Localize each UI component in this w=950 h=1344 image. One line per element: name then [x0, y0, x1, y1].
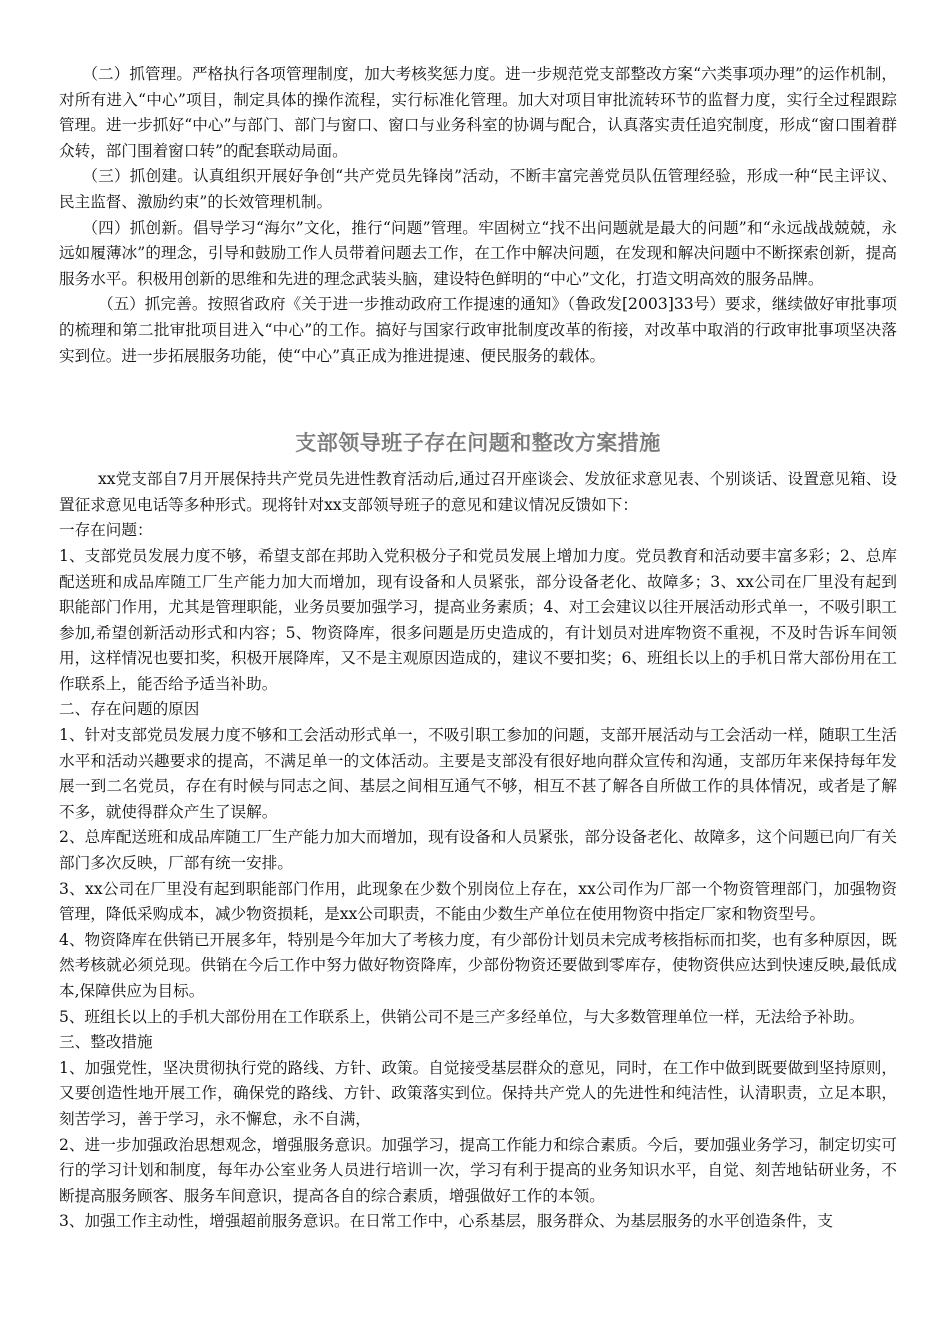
cause-item-3: 3、xx公司在厂里没有起到职能部门作用，此现象在少数个别岗位上存在，xx公司作为厂部一个物资管理部门，加强物资管理，降低采购成本，减少物资损耗，是xx公司职责，不能由少数生产单位在使用物资中指定厂家和物资型号。: [59, 879, 897, 924]
cause-item-1: 1、针对支部党员发展力度不够和工会活动形式单一，不吸引职工参加的问题，支部开展活动与工会活动一样，随职工生活水平和活动兴趣要求的提高，不满足单一的文体活动。主要是支部没有很好地向群众宣传和沟通，支部历年来保持每年发展一到二名党员，存在有时候与同志之间、基层之间相互通气不够，相互不甚了解各自所做工作的具体情况，或者是了解不多，就使得群众产生了误解。: [59, 726, 897, 821]
measure-item-2: 2、进一步加强政治思想观念，增强服务意识。加强学习，提高工作能力和综合素质。今后，要加强业务学习，制定切实可行的学习计划和制度，每年办公室业务人员进行培训一次，学习有利于提高的业务知识水平，自觉、刻苦地钻研业务，不断提高服务顾客、服务车间意识，提高各自的综合素质，增强做好工作的本领。: [59, 1135, 897, 1205]
intro-paragraph: xx党支部自7月开展保持共产党员先进性教育活动后,通过召开座谈会、发放征求意见表、个别谈话、设置意见箱、设置征求意见电话等多种形式。现将针对xx支部领导班子的意见和建议情况反馈如下：: [59, 470, 897, 514]
paragraph-create: （三）抓创建。认真组织开展好争创“共产党员先锋岗”活动，不断丰富完善党员队伍管理经验，形成一种“民主评议、民主监督、激励约束”的长效管理机制。: [59, 167, 897, 211]
document-title: 支部领导班子存在问题和整改方案措施: [295, 431, 661, 456]
heading-measures: 三、整改措施: [59, 1033, 153, 1052]
cause-item-2: 2、总库配送班和成品库随工厂生产能力加大而增加，现有设备和人员紧张，部分设备老化、故障多，这个问题已向厂有关部门多次反映，厂部有统一安排。: [59, 828, 897, 873]
problems-paragraph: 1、支部党员发展力度不够，希望支部在邦助入党积极分子和党员发展上增加力度。党员教育和活动要丰富多彩；2、总库配送班和成品库随工厂生产能力加大而增加，现有设备和人员紧张，部分设备老化、故障多；3、xx公司在厂里没有起到职能部门作用，尤其是管理职能，业务员要加强学习，提高业务素质；4、对工会建议以往开展活动形式单一，不吸引职工参加,希望创新活动形式和内容；5、物资降库，很多问题是历史造成的，有计划员对进库物资不重视，不及时告诉车间领用，这样情况也要扣奖，积极开展降库，又不是主观原因造成的，建议不要扣奖；6、班组长以上的手机日常大部份用在工作联系上，能否给予适当补助。: [59, 546, 897, 693]
cause-item-4: 4、物资降库在供销已开展多年，特别是今年加大了考核力度，有少部份计划员未完成考核指标而扣奖，也有多种原因，既然考核就必须兑现。供销在今后工作中努力做好物资降库，少部份物资还要做到零库存，使物资供应达到快速反映,最低成本,保障供应为目标。: [59, 930, 897, 1000]
paragraph-manage: （二）抓管理。严格执行各项管理制度，加大考核奖惩力度。进一步规范党支部整改方案“六类事项办理”的运作机制，对所有进入“中心”项目，制定具体的操作流程，实行标准化管理。加大对项目审批流转环节的监督力度，实行全过程跟踪管理。进一步抓好“中心”与部门、部门与窗口、窗口与业务科室的协调与配合，认真落实责任追究制度，形成“窗口围着群众转，部门围着窗口转”的配套联动局面。: [59, 65, 897, 160]
measure-item-3: 3、加强工作主动性，增强超前服务意识。在日常工作中，心系基层，服务群众、为基层服务的水平创造条件，支: [59, 1212, 834, 1231]
heading-problems: 一存在问题：: [59, 521, 153, 540]
section-gap: [59, 369, 897, 415]
paragraph-innovate: （四）抓创新。倡导学习“海尔”文化，推行“问题”管理。牢固树立“找不出问题就是最大的问题”和“永远战战兢兢，永远如履薄冰”的理念，引导和鼓励工作人员带着问题去工作，在工作中解决问题，在发现和解决问题中不断探索创新，提高服务水平。积极用创新的思维和先进的理念武装头脑，建设特色鲜明的“中心”文化，打造文明高效的服务品牌。: [59, 218, 897, 288]
measure-item-1: 1、加强党性，坚决贯彻执行党的路线、方针、政策。自觉接受基层群众的意见，同时，在工作中做到既要做到坚持原则，又要创造性地开展工作，确保党的路线、方针、政策落实到位。保持共产党人的先进性和纯洁性，认清职责，立足本职，刻苦学习，善于学习，永不懈怠，永不自满，: [59, 1058, 897, 1128]
heading-causes: 二、存在问题的原因: [59, 700, 200, 719]
cause-item-5: 5、班组长以上的手机大部份用在工作联系上，供销公司不是三产多经单位，与大多数管理单位一样，无法给予补助。: [59, 1007, 865, 1026]
document-page: [59, 62, 897, 1235]
paragraph-improve: （五）抓完善。按照省政府《关于进一步推动政府工作提速的通知》（鲁政发[2003]33号）要求，继续做好审批事项的梳理和第二批审批项目进入“中心”的工作。搞好与国家行政审批制度改革的衔接，对改革中取消的行政审批事项坚决落实到位。进一步拓展服务功能，使“中心”真正成为推进提速、便民服务的载体。: [59, 295, 897, 365]
